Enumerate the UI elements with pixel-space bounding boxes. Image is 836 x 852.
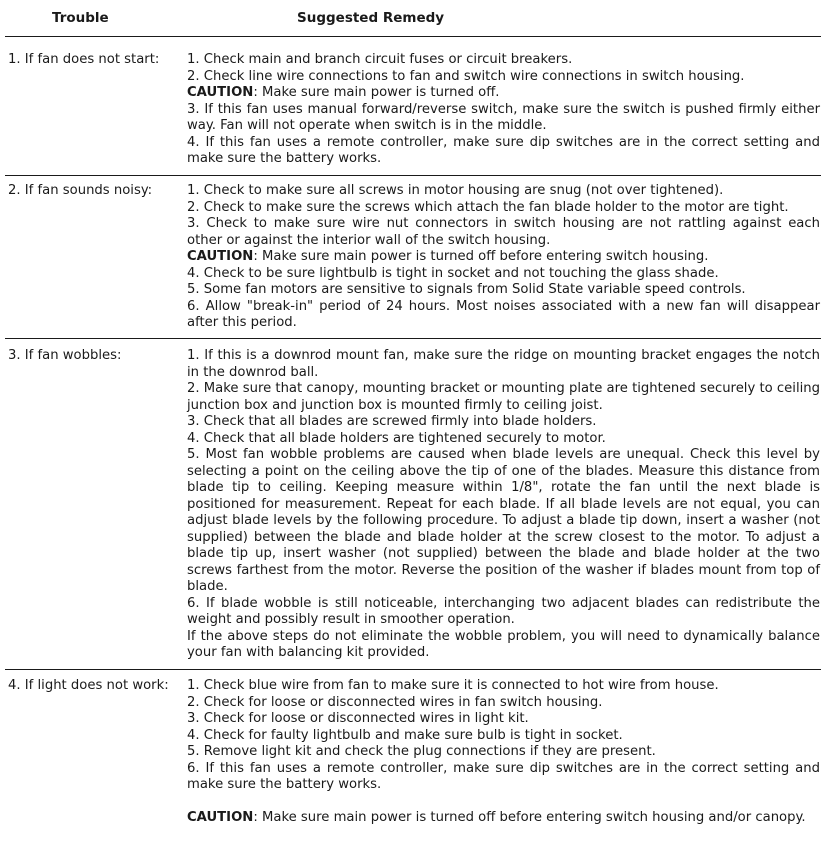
trouble-label: 2. If fan sounds noisy:: [8, 183, 153, 198]
row-rule: [5, 669, 821, 670]
remedy-item: 5. Most fan wobble problems are caused when blade levels are unequal. Check this level by selecting a point on the ceiling above the tip of one of the blades. Measure this distance from blade tip to ceiling. Keeping measure within 1/8", rotate the fan until the next blade is positioned for measurement. Repeat for each blade. If all blade levels are not equal, you can adjust blade levels by the following procedure. To adjust a blade tip down, insert a washer (not supplied) between the blade and blade holder at the screw closest to the motor. To adjust a blade tip up, insert washer (not supplied) between the blade and blade holder at the two screws farthest from the motor. Reverse the position of the washer if blades mount from top of blade.: [187, 447, 820, 594]
header-trouble: Trouble: [52, 10, 109, 26]
remedy-item: 6. If this fan uses a remote controller, make sure dip switches are in the correct setting and make sure the battery works.: [187, 760, 820, 792]
remedy-list: [187, 348, 820, 662]
remedy-item: 2. Check for loose or disconnected wires in fan switch housing.: [187, 694, 603, 710]
remedy-list: [187, 678, 820, 827]
remedy-item: 3. If this fan uses manual forward/reverse switch, make sure the switch is pushed firmly either way. Fan will not operate when switch is in the middle.: [187, 101, 820, 133]
row-rule: [5, 338, 821, 339]
caution-note: [187, 810, 820, 827]
remedy-item: 2. Check line wire connections to fan and switch wire connections in switch housing.: [187, 68, 745, 84]
remedy-item: 1. Check main and branch circuit fuses or circuit breakers.: [187, 52, 573, 67]
remedy-item: 1. Check blue wire from fan to make sure it is connected to hot wire from house.: [187, 678, 719, 693]
remedy-item: 4. If this fan uses a remote controller, make sure dip switches are in the correct setting and make sure the battery works.: [187, 134, 820, 166]
remedy-item: 5. Remove light kit and check the plug connections if they are present.: [187, 744, 656, 759]
remedy-item: 3. Check for loose or disconnected wires in light kit.: [187, 711, 529, 726]
remedy-list: [187, 52, 820, 168]
trouble-label: 1. If fan does not start:: [8, 52, 160, 67]
remedy-item: 6. If blade wobble is still noticeable, interchanging two adjacent blades can redistribute the weight and possibly result in smoother operation.: [187, 595, 820, 627]
remedy-list: [187, 183, 820, 332]
caution-label: CAUTION: [187, 85, 254, 100]
table-header: [0, 0, 836, 36]
caution-text: : Make sure main power is turned off.: [253, 85, 500, 100]
remedy-item: 1. Check to make sure all screws in motor housing are snug (not over tightened).: [187, 183, 724, 198]
header-remedy: Suggested Remedy: [297, 10, 445, 26]
row-rule: [5, 175, 821, 176]
header-rule: [5, 36, 821, 37]
remedy-item: 5. Some fan motors are sensitive to signals from Solid State variable speed controls.: [187, 282, 746, 297]
caution-label: CAUTION: [187, 249, 254, 264]
caution-note: [187, 85, 820, 102]
caution-text: : Make sure main power is turned off before entering switch housing.: [253, 249, 709, 264]
remedy-item: 2. Check to make sure the screws which attach the fan blade holder to the motor are tight.: [187, 199, 789, 215]
remedy-item: 1. If this is a downrod mount fan, make sure the ridge on mounting bracket engages the notch in the downrod ball.: [187, 348, 820, 380]
remedy-item: 4. Check to be sure lightbulb is tight in socket and not touching the glass shade.: [187, 265, 719, 281]
remedy-item: 3. Check to make sure wire nut connectors in switch housing are not rattling against each other or against the interior wall of the switch housing.: [187, 216, 820, 248]
remedy-item: 3. Check that all blades are screwed firmly into blade holders.: [187, 414, 597, 429]
trouble-label: 3. If fan wobbles:: [8, 348, 122, 363]
remedy-item: If the above steps do not eliminate the wobble problem, you will need to dynamically balance your fan with balancing kit provided.: [187, 628, 820, 660]
trouble-label: 4. If light does not work:: [8, 678, 169, 693]
caution-label: CAUTION: [187, 810, 254, 825]
caution-note: [187, 249, 820, 266]
remedy-item: 4. Check for faulty lightbulb and make sure bulb is tight in socket.: [187, 727, 623, 743]
remedy-item: 4. Check that all blade holders are tightened securely to motor.: [187, 430, 606, 446]
remedy-item: 6. Allow "break-in" period of 24 hours. Most noises associated with a new fan will disappear after this period.: [187, 298, 820, 330]
caution-text: : Make sure main power is turned off before entering switch housing and/or canopy.: [253, 810, 806, 825]
remedy-item: 2. Make sure that canopy, mounting bracket or mounting plate are tightened securely to ceiling junction box and junction box is mounted firmly to ceiling joist.: [187, 381, 820, 413]
